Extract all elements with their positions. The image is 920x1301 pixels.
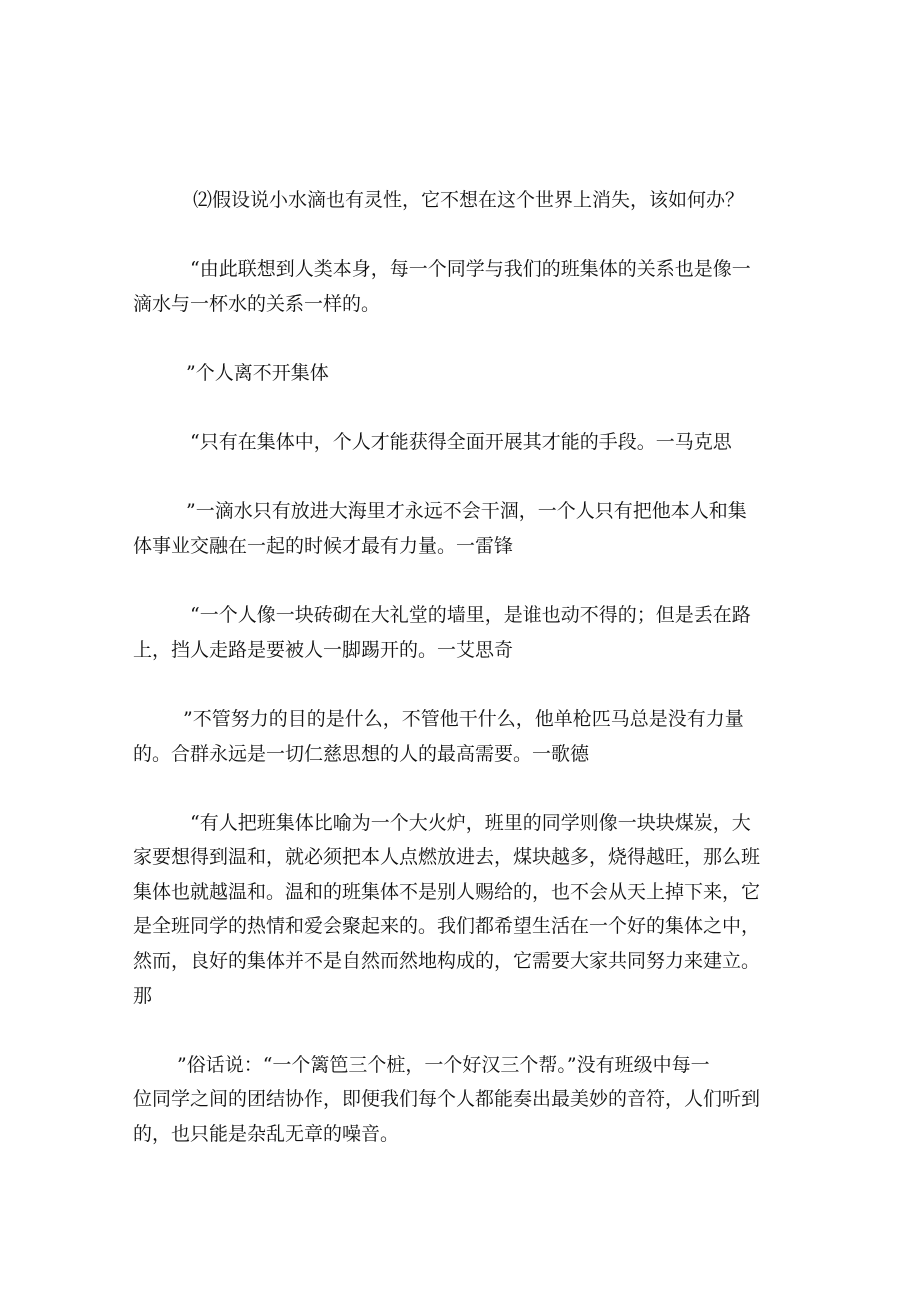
paragraph-line: ”俗话说：“一个篱笆三个桩，一个好汉三个帮。”没有班级中每一	[177, 1053, 710, 1076]
paragraph-line: 是全班同学的热情和爱会聚起来的。我们都希望生活在一个好的集体之中，	[133, 915, 761, 938]
paragraph-line: “只有在集体中，个人才能获得全面开展其才能的手段。一马克思	[190, 431, 732, 454]
paragraph-line: “一个人像一块砖砌在大礼堂的墙里，是谁也动不得的；但是丢在路	[190, 604, 751, 627]
document-body	[133, 183, 803, 1152]
paragraph-6	[133, 598, 803, 667]
paragraph-9	[133, 1048, 803, 1152]
paragraph-line: ”个人离不开集体	[186, 361, 329, 384]
paragraph-line: ⑵假设说小水滴也有灵性，它不想在这个世界上消失，该如何办？	[193, 189, 745, 211]
paragraph-line: “有人把班集体比喻为一个大火炉，班里的同学则像一块块煤炭，大	[190, 811, 751, 834]
paragraph-4	[133, 425, 803, 460]
paragraph-line: 位同学之间的团结协作，即便我们每个人都能奏出最美妙的音符，人们听到	[133, 1088, 761, 1111]
paragraph-1	[133, 183, 803, 218]
paragraph-line: 体事业交融在一起的时候才最有力量。一雷锋	[133, 534, 514, 557]
paragraph-line: 那	[133, 984, 153, 1007]
paragraph-line: ”一滴水只有放进大海里才永远不会干涸，一个人只有把他本人和集	[186, 500, 747, 523]
paragraph-7	[133, 702, 803, 771]
paragraph-2	[133, 252, 803, 321]
paragraph-line: 家要想得到温和，就必须把本人点燃放进去，煤块越多，烧得越旺，那么班	[133, 846, 761, 869]
paragraph-line: 集体也就越温和。温和的班集体不是别人赐给的，也不会从天上掉下来，它	[133, 880, 761, 903]
paragraph-line: 的。合群永远是一切仁慈思想的人的最高需要。一歌德	[133, 742, 590, 765]
paragraph-line: 的，也只能是杂乱无章的噪音。	[133, 1123, 400, 1146]
paragraph-3	[133, 356, 803, 391]
paragraph-line: “由此联想到人类本身，每一个同学与我们的班集体的关系也是像一	[190, 258, 751, 281]
paragraph-line: ”不管努力的目的是什么，不管他干什么，他单枪匹马总是没有力量	[183, 707, 744, 730]
paragraph-line: 上，挡人走路是要被人一脚踢开的。一艾思奇	[133, 638, 514, 661]
paragraph-line: 然而，良好的集体并不是自然而然地构成的，它需要大家共同努力来建立。	[133, 950, 761, 973]
paragraph-5	[133, 494, 803, 563]
paragraph-8	[133, 806, 803, 1014]
paragraph-line: 滴水与一杯水的关系一样的。	[133, 292, 381, 315]
